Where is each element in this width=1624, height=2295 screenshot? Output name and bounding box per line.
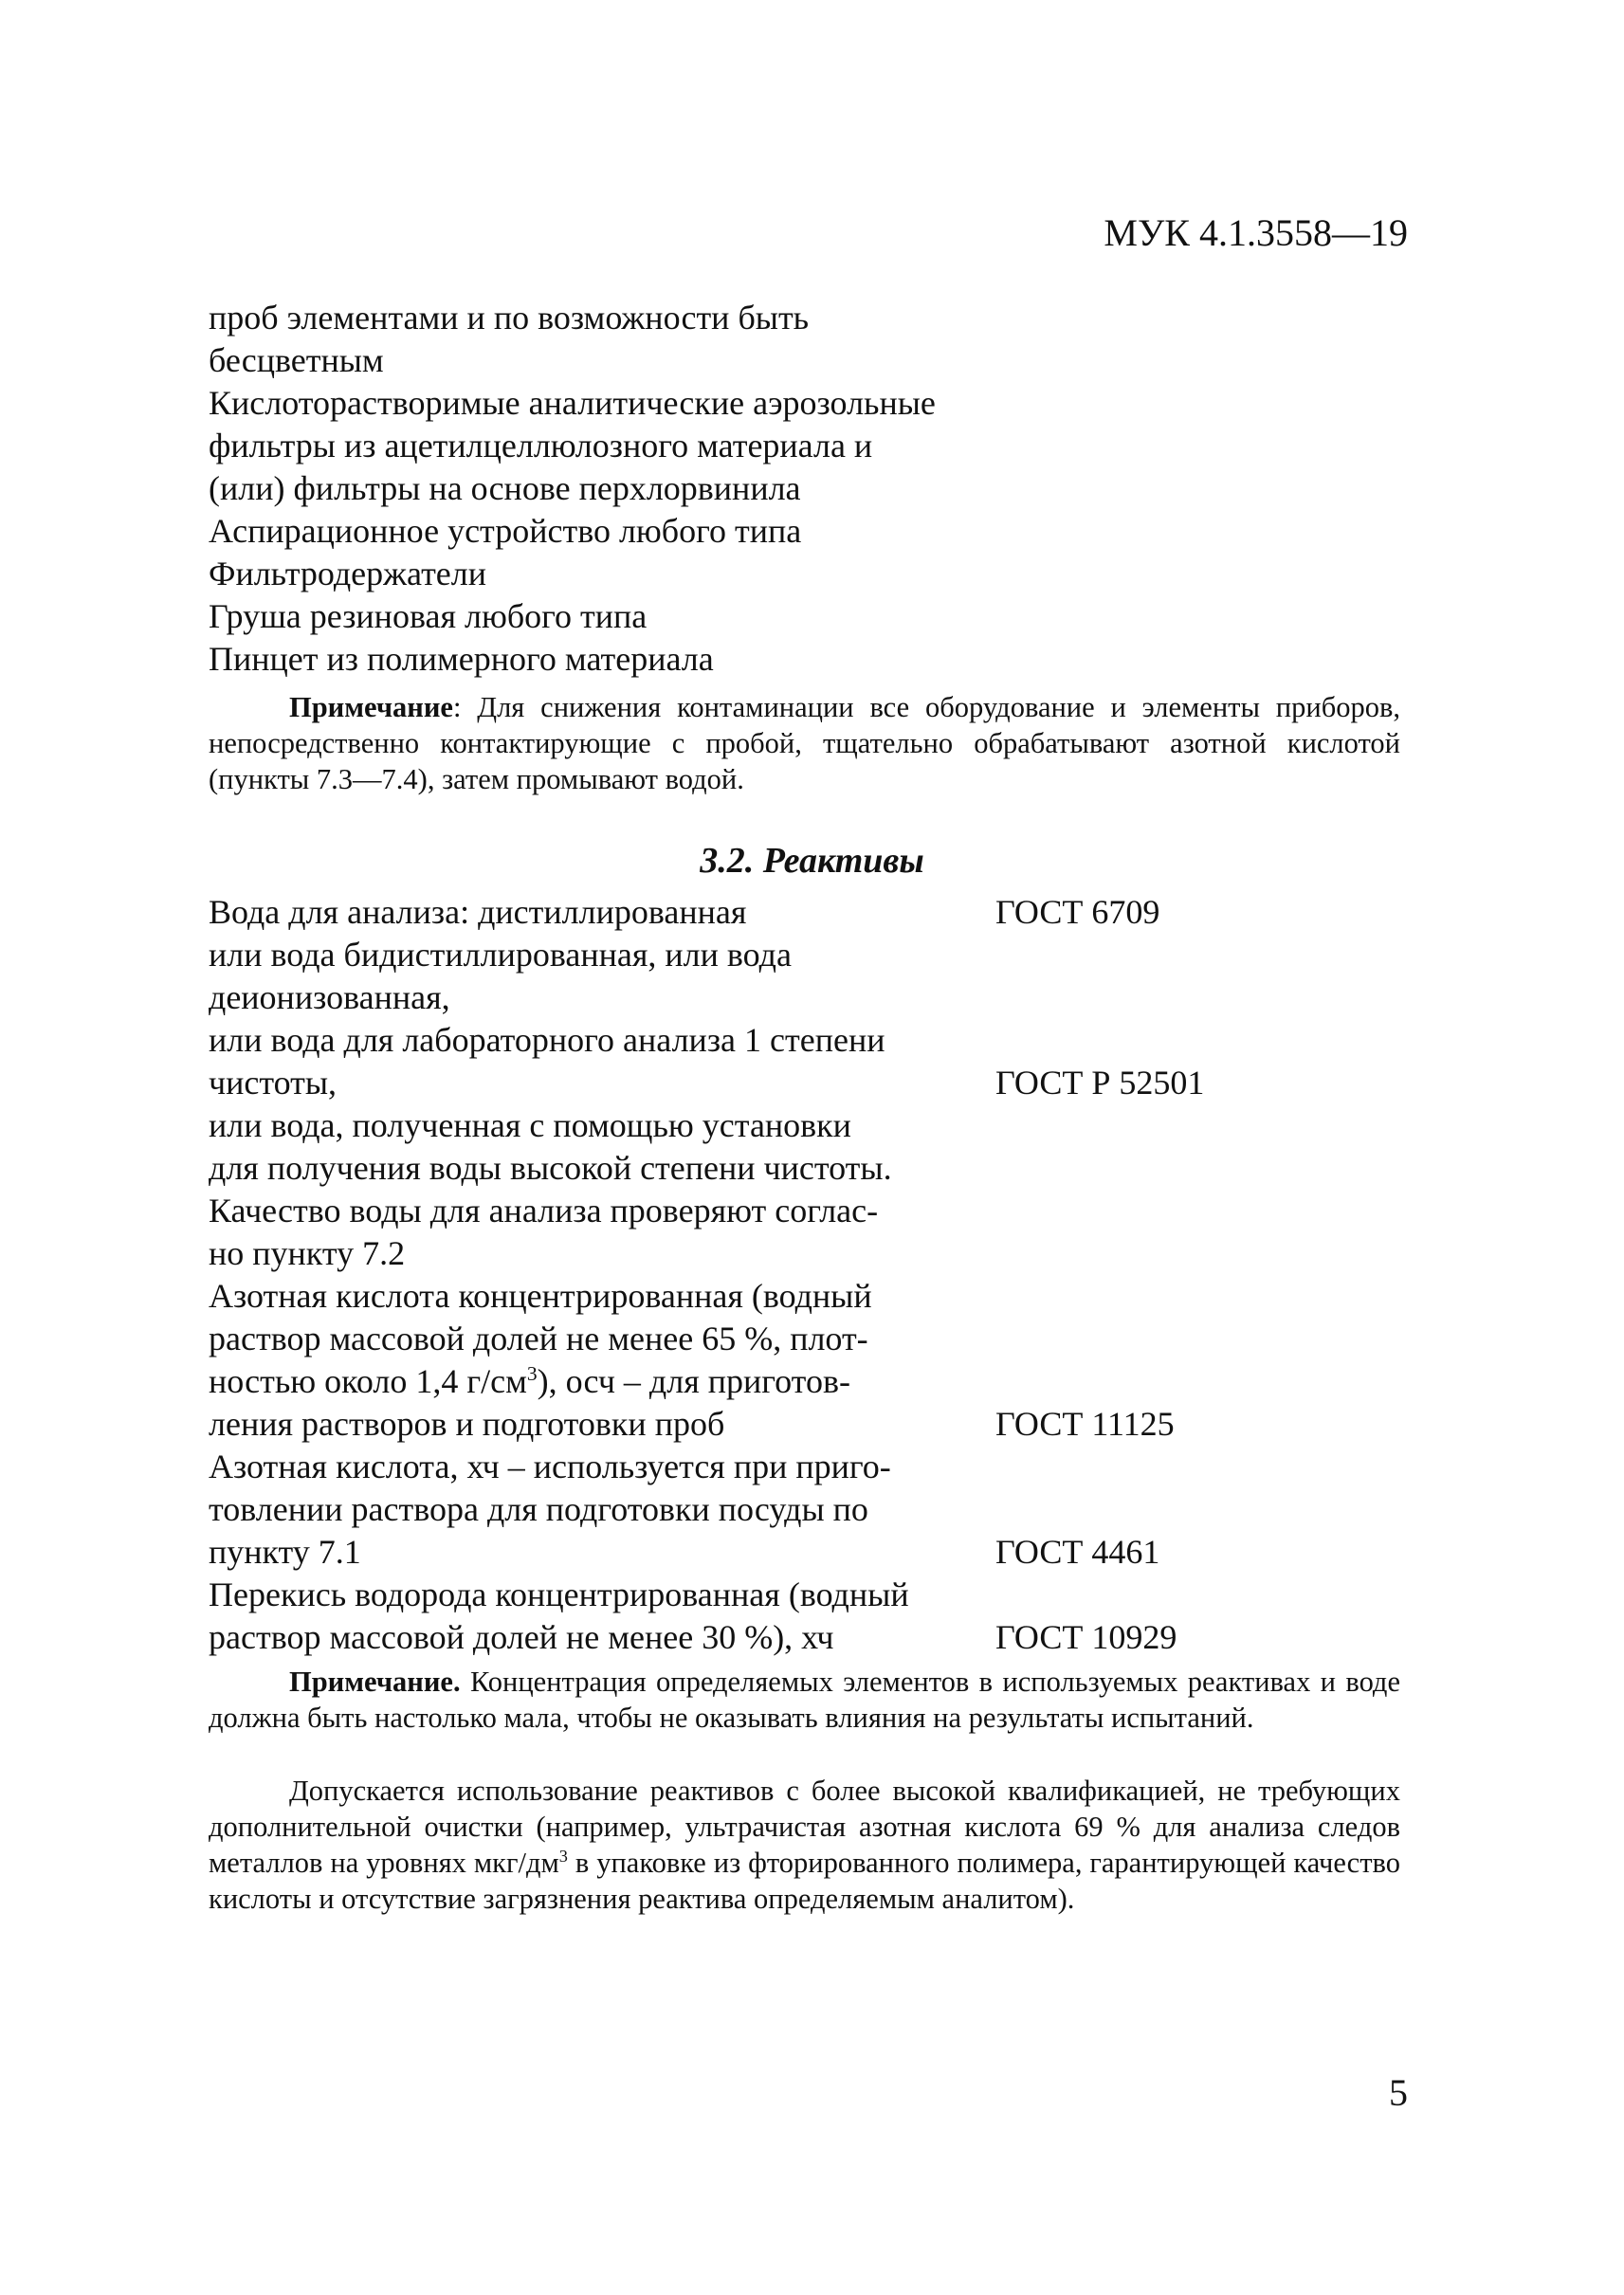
- note-label: Примечание.: [289, 1666, 461, 1698]
- reagent-text: для получения воды высокой степени чистоты.: [209, 1149, 892, 1187]
- standard-ref: ГОСТ 11125: [995, 1405, 1175, 1443]
- reagent-text: пункту 7.1: [209, 1533, 361, 1571]
- equipment-line: Кислоторастворимые аналитические аэрозольные: [209, 384, 936, 422]
- note-label: Примечание: [289, 691, 453, 723]
- reagents-note: [209, 1664, 1400, 1736]
- reagent-text: но пункту 7.2: [209, 1234, 406, 1272]
- reagent-text: Вода для анализа: дистиллированная: [209, 893, 747, 931]
- paragraph-text: в упаковке из фторированного полимера, гарантирующей качество кислоты и отсутствие загрязнения реактива определяемым аналитом).: [209, 1847, 1400, 1915]
- reagent-text: или вода бидистиллированная, или вода: [209, 936, 792, 974]
- reagents-table: [209, 891, 1441, 1659]
- reagent-row: [209, 1574, 1441, 1616]
- equipment-line: Аспирационное устройство любого типа: [209, 512, 802, 550]
- paragraph-text: Допускается использование реактивов с более высокой квалификацией, не требующих дополнительной очистки (например, ультрачистая азотная кислота 69 % для анализа следов металлов на уровнях мкг/дм: [209, 1775, 1400, 1879]
- reagent-text: раствор массовой долей не менее 65 %, плот-: [209, 1320, 868, 1357]
- note-text: : Для снижения контаминации все оборудование и элементы приборов, непосредственно контактирующие с пробой, тщательно обрабатывают азотной кислотой (пункты 7.3—7.4), затем промывают водой.: [209, 691, 1400, 795]
- reagent-text: ления растворов и подготовки проб: [209, 1405, 725, 1443]
- reagent-row: [209, 934, 1441, 976]
- reagent-row: [209, 1488, 1441, 1531]
- standard-ref: ГОСТ 10929: [995, 1618, 1177, 1656]
- equipment-note: [209, 689, 1400, 797]
- reagent-text-part: ), осч – для приготов-: [537, 1362, 850, 1400]
- superscript: 3: [526, 1362, 538, 1385]
- reagent-row: [209, 1616, 1441, 1659]
- reagent-row: [209, 1062, 1441, 1104]
- reagent-row: [209, 1360, 1441, 1403]
- reagent-text: или вода, полученная с помощью установки: [209, 1106, 851, 1144]
- reagent-text: товлении раствора для подготовки посуды по: [209, 1490, 868, 1528]
- reagent-row: [209, 1446, 1441, 1488]
- reagents-paragraph: [209, 1773, 1400, 1917]
- reagent-text: Перекись водорода концентрированная (водный: [209, 1576, 909, 1613]
- standard-ref: ГОСТ Р 52501: [995, 1064, 1205, 1102]
- standard-ref: ГОСТ 4461: [995, 1533, 1160, 1571]
- reagent-text: чистоты,: [209, 1064, 338, 1102]
- reagent-row: [209, 1531, 1441, 1574]
- reagent-text: раствор массовой долей не менее 30 %), хч: [209, 1618, 834, 1656]
- equipment-line: Фильтродержатели: [209, 555, 487, 592]
- note-text: Концентрация определяемых элементов в используемых реактивах и воде должна быть настолько мала, чтобы не оказывать влияния на результаты испытаний.: [209, 1666, 1400, 1734]
- equipment-line: (или) фильтры на основе перхлорвинила: [209, 469, 801, 507]
- reagent-row: [209, 891, 1441, 934]
- reagent-text: деионизованная,: [209, 978, 450, 1016]
- document-code: МУК 4.1.3558—19: [1104, 211, 1408, 254]
- reagent-row: [209, 976, 1441, 1019]
- reagent-text: Качество воды для анализа проверяют соглас-: [209, 1192, 879, 1229]
- standard-ref: ГОСТ 6709: [995, 893, 1160, 931]
- reagent-row: [209, 1232, 1441, 1275]
- equipment-line: проб элементами и по возможности быть: [209, 299, 810, 337]
- equipment-line: Пинцет из полимерного материала: [209, 640, 714, 678]
- equipment-line: Груша резиновая любого типа: [209, 597, 648, 635]
- reagent-text: Азотная кислота, хч – используется при приго-: [209, 1448, 891, 1485]
- reagent-row: [209, 1104, 1441, 1147]
- reagent-text: [209, 1360, 850, 1403]
- equipment-list: [209, 297, 1062, 681]
- equipment-line: бесцветным: [209, 341, 384, 379]
- reagent-text: или вода для лабораторного анализа 1 степени: [209, 1021, 885, 1059]
- superscript: 3: [558, 1846, 568, 1866]
- page-number: 5: [1389, 2071, 1408, 2114]
- reagent-row: [209, 1147, 1441, 1190]
- reagent-row: [209, 1190, 1441, 1232]
- reagent-row: [209, 1318, 1441, 1360]
- section-heading: 3.2. Реактивы: [700, 841, 924, 881]
- reagent-text: Азотная кислота концентрированная (водный: [209, 1277, 872, 1315]
- reagent-row: [209, 1019, 1441, 1062]
- equipment-line: фильтры из ацетилцеллюлозного материала и: [209, 427, 873, 464]
- reagent-text-part: ностью около 1,4 г/см: [209, 1362, 527, 1400]
- reagent-row: [209, 1275, 1441, 1318]
- reagent-row: [209, 1403, 1441, 1446]
